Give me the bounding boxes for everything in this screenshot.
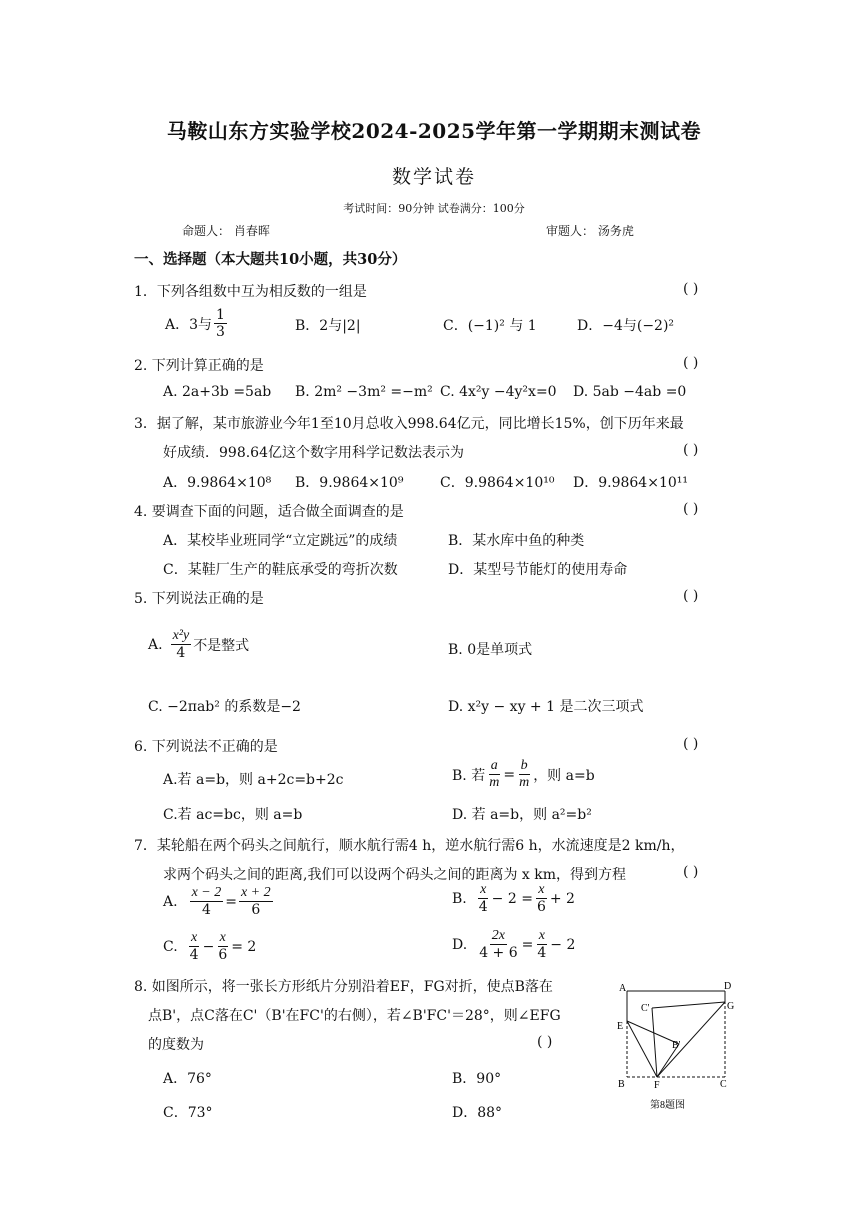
q7-d-denominator-2: 4: [537, 945, 547, 962]
q6-b-denominator-2: m: [519, 775, 530, 791]
q8-stem-line1: 8. 如图所示，将一张长方形纸片分别沿着EF，FG对折，使点B落在: [134, 979, 553, 995]
q7-a-denominator-2: 6: [251, 902, 261, 919]
q8-stem-line2: 点B'，点C落在C'（B'在FC'的右侧），若∠B'FC'＝28°，则∠EFG: [148, 1008, 561, 1024]
q7-d-numerator-2: x: [537, 928, 547, 945]
q2-option-d: D. 5ab −4ab =0: [573, 384, 687, 400]
q1-a-numerator: 1: [216, 307, 225, 323]
q7-stem-line1: 7．某轮船在两个码头之间航行，顺水航行需4 h，逆水航行需6 h，水流速度是2 km/h，: [134, 838, 685, 854]
q7-c-middle: −: [202, 938, 215, 955]
q5-option-b: B. 0是单项式: [448, 642, 533, 658]
q7-stem-line2: 求两个码头之间的距离,我们可以设两个码头之间的距离为 x km，得到方程: [163, 867, 627, 883]
q7-b-numerator-1: x: [478, 882, 488, 899]
q6-b-denominator-1: m: [489, 775, 500, 791]
q1-option-a: [165, 307, 229, 340]
q8-option-d: D．88°: [452, 1105, 503, 1121]
q8-option-b: B．90°: [452, 1071, 502, 1087]
label-a: A: [619, 983, 627, 994]
q3-option-c: C．9.9864×10¹⁰: [440, 475, 555, 491]
q1-option-d: D．−4与(−2)²: [577, 318, 675, 334]
q7-a-numerator-1: x − 2: [190, 885, 224, 902]
q5-stem: 5. 下列说法正确的是: [134, 591, 264, 607]
q7-a-denominator-1: 4: [201, 902, 211, 919]
edge-fc1: [652, 1008, 657, 1077]
q7-answer-paren: ( ): [683, 864, 699, 880]
label-c-prime: C': [641, 1003, 650, 1014]
q5-a-label: A.: [148, 636, 163, 653]
q7-c-end: = 2: [231, 938, 257, 955]
q7-d-end: − 2: [550, 936, 576, 953]
q7-d-denominator-1: 4 + 6: [479, 945, 518, 962]
q7-c-denominator-1: 4: [189, 947, 199, 964]
q1-answer-paren: ( ): [683, 281, 699, 297]
q7-option-b: [452, 882, 575, 915]
q1-option-c: C．(−1)² 与 1: [443, 318, 537, 334]
q6-b-numerator-1: a: [489, 758, 500, 775]
q6-option-a: A.若 a=b，则 a+2c=b+2c: [163, 772, 344, 788]
q5-a-numerator: x²y: [171, 628, 192, 645]
q6-option-c: C.若 ac=bc，则 a=b: [163, 807, 303, 823]
q7-c-label: C.: [163, 938, 178, 955]
q7-a-numerator-2: x + 2: [239, 885, 273, 902]
q8-stem-line3: 的度数为: [148, 1037, 204, 1053]
q1-option-a-label: A．3与: [165, 316, 213, 333]
q7-b-denominator-2: 6: [536, 899, 546, 916]
q7-option-a: [163, 885, 275, 918]
figure-caption: 第8题图: [650, 1100, 685, 1111]
q5-answer-paren: ( ): [683, 588, 699, 604]
label-d: D: [724, 981, 732, 992]
q7-b-end: + 2: [549, 890, 575, 907]
q3-stem-line1: 3．据了解，某市旅游业今年1至10月总收入998.64亿元，同比增长15%，创下历年来最: [134, 416, 684, 432]
label-c: C: [720, 1079, 727, 1090]
q6-stem: 6. 下列说法不正确的是: [134, 739, 278, 755]
label-g: G: [727, 1001, 735, 1012]
setter: 命题人： 肖春晖: [182, 224, 270, 238]
q7-c-denominator-2: 6: [218, 947, 228, 964]
reviewer: 审题人： 汤务虎: [546, 224, 634, 238]
q7-a-equals: =: [225, 893, 237, 910]
q4-option-c: C．某鞋厂生产的鞋底承受的弯折次数: [163, 562, 398, 578]
q7-option-c: [163, 930, 256, 963]
q6-b-numerator-2: b: [519, 758, 530, 775]
q6-option-b: [452, 758, 595, 791]
q2-option-b: B. 2m² −3m² =−m²: [295, 384, 433, 400]
label-b-prime: B': [672, 1040, 681, 1051]
q5-option-d: D. x²y − xy + 1 是二次三项式: [448, 699, 644, 715]
q7-b-numerator-2: x: [536, 882, 546, 899]
label-e: E: [617, 1021, 624, 1032]
q3-stem-line2: 好成绩．998.64亿这个数字用科学记数法表示为: [163, 445, 464, 461]
q4-option-a: A．某校毕业班同学“立定跳远”的成绩: [163, 533, 398, 549]
edge-c1g: [652, 1002, 725, 1008]
fold-ef: [627, 1021, 657, 1077]
q2-stem: 2. 下列计算正确的是: [134, 358, 264, 374]
section-title: 一、选择题（本大题共10小题，共30分）: [134, 251, 407, 268]
q7-c-numerator-2: x: [218, 930, 228, 947]
q4-stem: 4. 要调查下面的问题，适合做全面调查的是: [134, 504, 404, 520]
q7-d-label: D.: [452, 936, 468, 953]
q3-answer-paren: ( ): [683, 442, 699, 458]
q7-d-numerator-1: 2x: [490, 928, 507, 945]
q7-b-label: B.: [452, 890, 467, 907]
q1-option-b: B．2与|2|: [295, 318, 361, 334]
q7-a-label: A.: [163, 893, 178, 910]
label-b: B: [618, 1079, 625, 1090]
q2-answer-paren: ( ): [683, 355, 699, 371]
q6-b-prefix: B. 若: [452, 767, 486, 784]
q8-answer-paren: ( ): [537, 1034, 553, 1050]
q7-c-numerator-1: x: [189, 930, 199, 947]
q4-option-d: D．某型号节能灯的使用寿命: [448, 562, 628, 578]
q6-b-equals: =: [503, 766, 516, 783]
exam-subtitle: 数学试卷: [391, 166, 476, 188]
exam-info: 考试时间：90分钟 试卷满分：100分: [343, 202, 525, 215]
q7-option-d: [452, 928, 575, 961]
fold-fg: [657, 1002, 725, 1077]
q6-option-d: D. 若 a=b，则 a²=b²: [452, 807, 592, 823]
q8-option-a: A．76°: [163, 1071, 212, 1087]
label-f: F: [654, 1080, 660, 1091]
q2-option-c: C. 4x²y −4y²x=0: [440, 384, 557, 400]
q8-figure: [612, 980, 746, 1114]
q1-stem: 1．下列各组数中互为相反数的一组是: [134, 284, 367, 300]
q1-a-denominator: 3: [216, 324, 225, 341]
q4-option-b: B．某水库中鱼的种类: [448, 533, 585, 549]
q4-answer-paren: ( ): [683, 501, 699, 517]
q7-b-middle: − 2 =: [491, 890, 533, 907]
q5-a-denominator: 4: [176, 645, 186, 662]
q7-d-middle: =: [521, 936, 534, 953]
q2-option-a: A. 2a+3b =5ab: [163, 384, 272, 400]
q3-option-b: B．9.9864×10⁹: [295, 475, 404, 491]
q6-b-suffix: ，则 a=b: [533, 767, 595, 784]
q5-option-c: C. −2πab² 的系数是−2: [148, 699, 301, 715]
q3-option-d: D．9.9864×10¹¹: [573, 475, 688, 491]
q5-option-a: [148, 628, 249, 661]
q8-option-c: C．73°: [163, 1105, 213, 1121]
q7-b-denominator-1: 4: [478, 899, 488, 916]
q6-answer-paren: ( ): [683, 736, 699, 752]
q3-option-a: A．9.9864×10⁸: [163, 475, 272, 491]
exam-title: 马鞍山东方实验学校2024-2025学年第一学期期末测试卷: [166, 119, 702, 143]
q5-a-text: 不是整式: [193, 637, 250, 654]
